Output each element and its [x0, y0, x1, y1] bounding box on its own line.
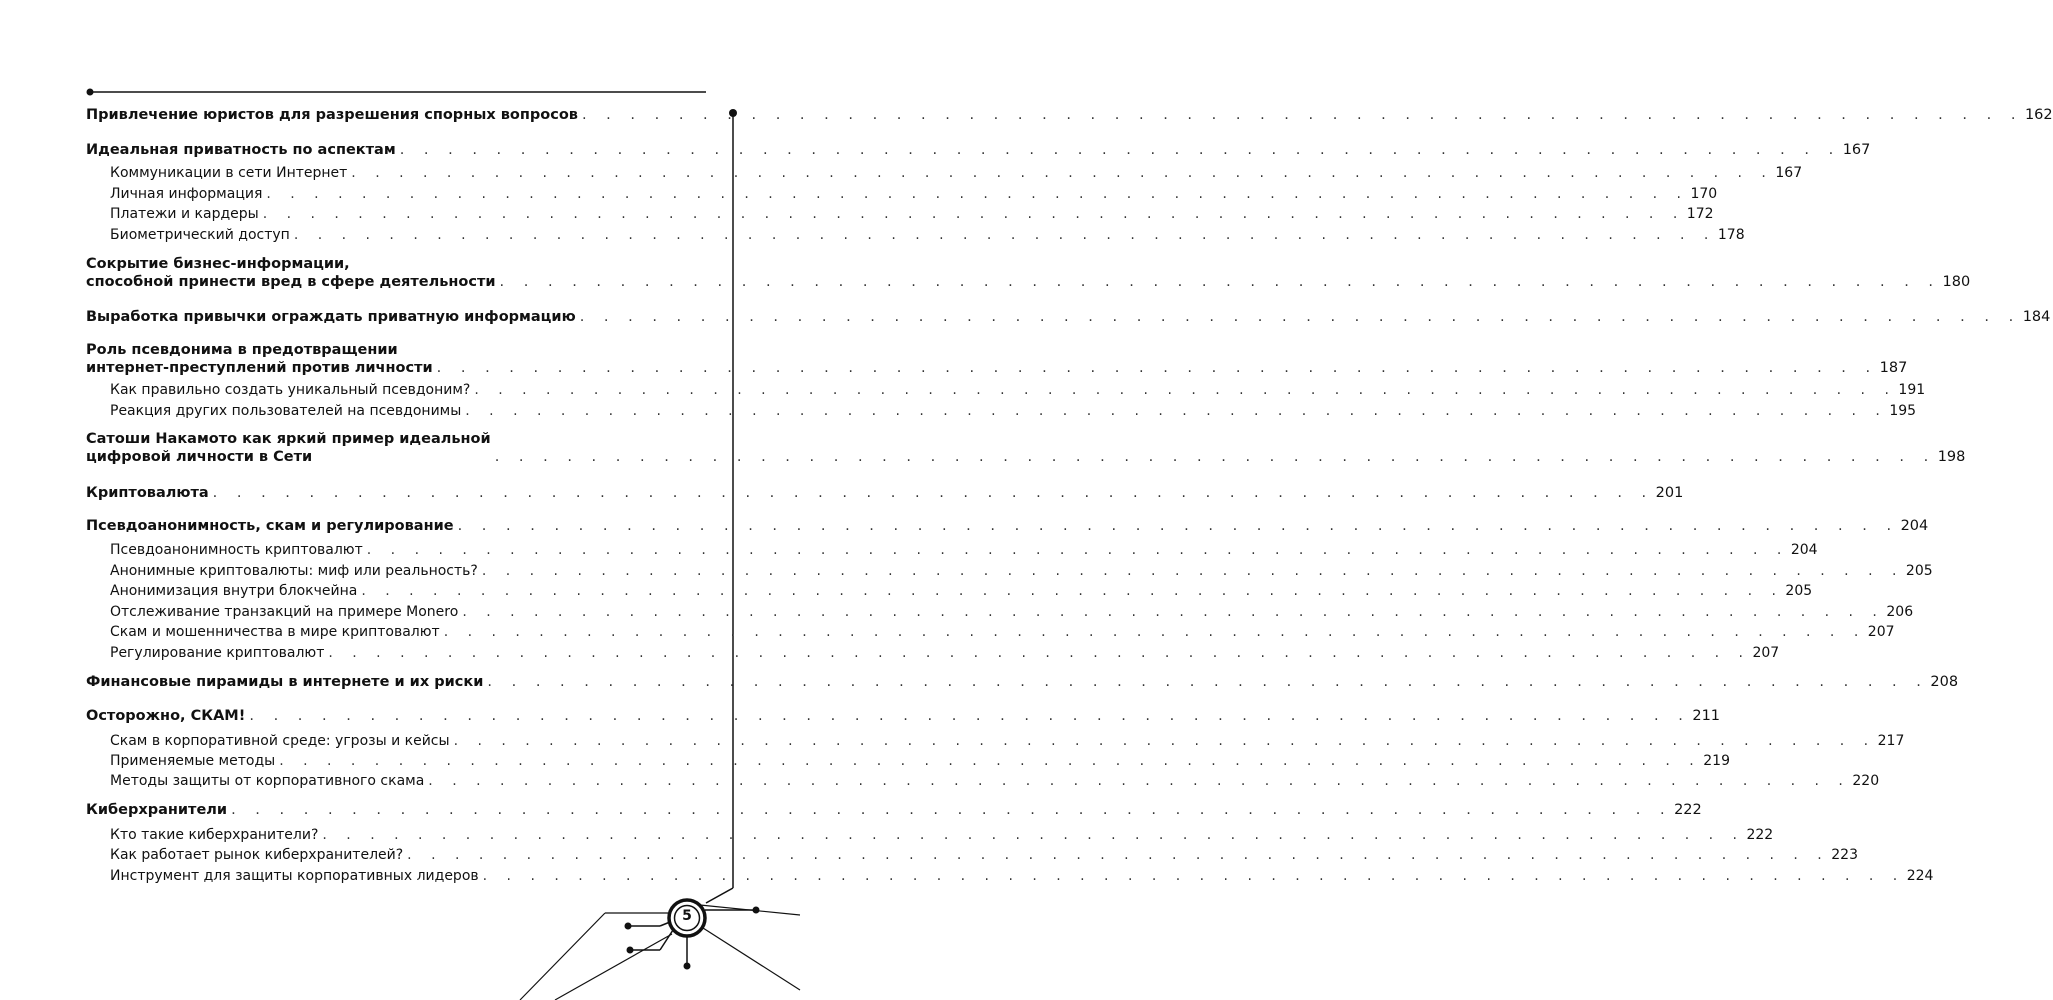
- toc-subsection: [110, 582, 1813, 600]
- dot-leader: . . . . . . . . . . . . . . . . . . . . . . . . . . . . . . . . . . . . . . . . . . . . . . . . . . . . . . . . . . . .: [266, 186, 1689, 202]
- toc-title: Методы защиты от корпоративного скама: [110, 773, 425, 789]
- toc-page-number: 170: [1690, 186, 1718, 202]
- dot-leader: . . . . . . . . . . . . . . . . . . . . . . . . . . . . . . . . . . . . . . . . . . . . . . . . . . . . . . . . . . . .: [494, 449, 1936, 465]
- dot-leader: . . . . . . . . . . . . . . . . . . . . . . . . . . . . . . . . . . . . . . . . . . . . . . . . . . . . . . . . . . . .: [249, 708, 1691, 724]
- toc-subsection: [110, 185, 1718, 203]
- toc-page-number: 198: [1937, 449, 1966, 465]
- spoke-left-dot: [625, 923, 632, 930]
- toc-subsection: [110, 402, 1917, 420]
- dot-leader: . . . . . . . . . . . . . . . . . . . . . . . . . . . . . . . . . . . . . . . . . . . . . . . . . . . . . . . . . . . .: [474, 382, 1897, 398]
- toc-chapter: [86, 484, 1684, 502]
- toc-title: Применяемые методы: [110, 753, 276, 769]
- toc-chapter: [86, 141, 1871, 159]
- toc-title: Как работает рынок киберхранителей?: [110, 847, 404, 863]
- toc-title: Привлечение юристов для разрешения спорных вопросов: [86, 107, 578, 123]
- toc-chapter: [86, 341, 1908, 377]
- toc-subsection: [110, 562, 1933, 580]
- spoke-lower-right: [703, 928, 800, 990]
- toc-title: Личная информация: [110, 186, 263, 202]
- toc-title: Скам в корпоративной среде: угрозы и кейсы: [110, 733, 450, 749]
- toc-title: Платежи и кардеры: [110, 206, 259, 222]
- dot-leader: . . . . . . . . . . . . . . . . . . . . . . . . . . . . . . . . . . . . . . . . . . . . . . . . . . . . . . . . . . . .: [457, 518, 1899, 534]
- toc-title-line1: Сокрытие бизнес-информации,: [86, 256, 350, 272]
- spoke-down-dot: [684, 963, 691, 970]
- dot-leader: . . . . . . . . . . . . . . . . . . . . . . . . . . . . . . . . . . . . . . . . . . . . . . . . . . . . . . . . . . . .: [462, 604, 1885, 620]
- toc-page-number: 207: [1752, 645, 1780, 661]
- toc-page-number: 211: [1692, 708, 1721, 724]
- toc-page-number: 207: [1867, 624, 1895, 640]
- dot-leader: . . . . . . . . . . . . . . . . . . . . . . . . . . . . . . . . . . . . . . . . . . . . . . . . . . . . . . . . . . . .: [443, 624, 1866, 640]
- toc-chapter: [86, 430, 1966, 466]
- toc-chapter: [86, 801, 1702, 819]
- toc-page-number: 217: [1877, 733, 1905, 749]
- toc-page-number: 204: [1790, 542, 1818, 558]
- toc-subsection: [110, 623, 1895, 641]
- toc-subsection: [110, 752, 1730, 770]
- toc-title: Кто такие киберхранители?: [110, 827, 319, 843]
- toc-page-number: 205: [1785, 583, 1813, 599]
- toc-title: [86, 255, 500, 291]
- toc-page-number: 222: [1674, 802, 1702, 818]
- toc-page-number: 195: [1889, 403, 1917, 419]
- toc-subsection: [110, 205, 1714, 223]
- toc-page-number: 201: [1655, 485, 1684, 501]
- toc-chapter: [86, 308, 2051, 326]
- dot-leader: . . . . . . . . . . . . . . . . . . . . . . . . . . . . . . . . . . . . . . . . . . . . . . . . . . . . . . . . . . . .: [436, 360, 1878, 376]
- dot-leader: . . . . . . . . . . . . . . . . . . . . . . . . . . . . . . . . . . . . . . . . . . . . . . . . . . . . . . . . . . . .: [322, 827, 1745, 843]
- dot-leader: . . . . . . . . . . . . . . . . . . . . . . . . . . . . . . . . . . . . . . . . . . . . . . . . . . . . . . . . . . . .: [581, 107, 2023, 123]
- toc-title-line2: цифровой личности в Сети: [86, 449, 313, 465]
- toc-subsection: [110, 867, 1934, 885]
- dot-leader: . . . . . . . . . . . . . . . . . . . . . . . . . . . . . . . . . . . . . . . . . . . . . . . . . . . . . . . . . . . .: [499, 274, 1941, 290]
- toc-subsection: [110, 226, 1745, 244]
- toc-subsection: [110, 164, 1803, 182]
- dot-leader: . . . . . . . . . . . . . . . . . . . . . . . . . . . . . . . . . . . . . . . . . . . . . . . . . . . . . . . . . . . .: [399, 142, 1841, 158]
- toc-page-number: 180: [1942, 274, 1971, 290]
- toc-subsection: [110, 826, 1774, 844]
- dot-leader: . . . . . . . . . . . . . . . . . . . . . . . . . . . . . . . . . . . . . . . . . . . . . . . . . . . . . . . . . . . .: [482, 868, 1905, 884]
- toc-page-number: 184: [2022, 309, 2051, 325]
- toc-page-number: 172: [1686, 206, 1714, 222]
- toc-page-number: 224: [1906, 868, 1934, 884]
- toc-title: Идеальная приватность по аспектам: [86, 142, 396, 158]
- toc-page-number: 167: [1775, 165, 1803, 181]
- toc-title: Как правильно создать уникальный псевдоним?: [110, 382, 471, 398]
- toc-title: Инструмент для защиты корпоративных лидеров: [110, 868, 479, 884]
- toc-title-line1: Роль псевдонима в предотвращении: [86, 342, 398, 358]
- toc-subsection: [110, 732, 1905, 750]
- toc-title: Отслеживание транзакций на примере Monero: [110, 604, 459, 620]
- spoke-lower-left-dot: [627, 947, 634, 954]
- toc-title: Осторожно, СКАМ!: [86, 708, 246, 724]
- toc-title: Выработка привычки ограждать приватную информацию: [86, 309, 576, 325]
- toc-title: Анонимизация внутри блокчейна: [110, 583, 358, 599]
- toc-title: Псевдоанонимность, скам и регулирование: [86, 518, 454, 534]
- dot-leader: . . . . . . . . . . . . . . . . . . . . . . . . . . . . . . . . . . . . . . . . . . . . . . . . . . . . . . . . . . . .: [361, 583, 1784, 599]
- toc-chapter: [86, 517, 1929, 535]
- diagonal-mid: [555, 934, 672, 1000]
- toc-page-number: 191: [1898, 382, 1926, 398]
- dot-leader: . . . . . . . . . . . . . . . . . . . . . . . . . . . . . . . . . . . . . . . . . . . . . . . . . . . . . . . . . . . .: [262, 206, 1685, 222]
- toc-title-line1: Сатоши Накамото как яркий пример идеальной: [86, 431, 491, 447]
- toc-page-number: 208: [1930, 674, 1959, 690]
- page-number: 5: [682, 908, 692, 924]
- toc-page-number: 178: [1717, 227, 1745, 243]
- toc-page-number: 222: [1746, 827, 1774, 843]
- toc-title-line2: способной принести вред в сфере деятельности: [86, 274, 496, 290]
- toc-page-number: 162: [2024, 107, 2053, 123]
- toc-page-number: 187: [1879, 360, 1908, 376]
- toc-subsection: [110, 541, 1818, 559]
- toc-chapter: [86, 707, 1721, 725]
- dot-leader: . . . . . . . . . . . . . . . . . . . . . . . . . . . . . . . . . . . . . . . . . . . . . . . . . . . . . . . . . . . .: [351, 165, 1774, 181]
- dot-leader: . . . . . . . . . . . . . . . . . . . . . . . . . . . . . . . . . . . . . . . . . . . . . . . . . . . . . . . . . . . .: [579, 309, 2021, 325]
- dot-leader: . . . . . . . . . . . . . . . . . . . . . . . . . . . . . . . . . . . . . . . . . . . . . . . . . . . . . . . . . . . .: [407, 847, 1830, 863]
- dot-leader: . . . . . . . . . . . . . . . . . . . . . . . . . . . . . . . . . . . . . . . . . . . . . . . . . . . . . . . . . . . .: [481, 563, 1904, 579]
- toc-title: Финансовые пирамиды в интернете и их риски: [86, 674, 484, 690]
- dot-leader: . . . . . . . . . . . . . . . . . . . . . . . . . . . . . . . . . . . . . . . . . . . . . . . . . . . . . . . . . . . .: [453, 733, 1876, 749]
- dot-leader: . . . . . . . . . . . . . . . . . . . . . . . . . . . . . . . . . . . . . . . . . . . . . . . . . . . . . . . . . . . .: [293, 227, 1716, 243]
- toc-title: Криптовалюта: [86, 485, 209, 501]
- toc-title-line2: интернет-преступлений против личности: [86, 360, 433, 376]
- diagonal-left: [520, 913, 605, 1000]
- toc-title: Регулирование криптовалют: [110, 645, 325, 661]
- top-rule-dot: [87, 89, 94, 96]
- toc-page-number: 167: [1842, 142, 1871, 158]
- toc-subsection: [110, 644, 1780, 662]
- toc-title: Скам и мошенничества в мире криптовалют: [110, 624, 440, 640]
- toc-page-number: 219: [1703, 753, 1730, 769]
- dot-leader: . . . . . . . . . . . . . . . . . . . . . . . . . . . . . . . . . . . . . . . . . . . . . . . . . . . . . . . . . . . .: [231, 802, 1673, 818]
- toc-title: Псевдоанонимность криптовалют: [110, 542, 363, 558]
- dot-leader: . . . . . . . . . . . . . . . . . . . . . . . . . . . . . . . . . . . . . . . . . . . . . . . . . . . . . . . . . . . .: [366, 542, 1789, 558]
- toc-chapter: [86, 255, 1971, 291]
- toc-title: [86, 430, 495, 466]
- toc-title: Киберхранители: [86, 802, 228, 818]
- toc-title: [86, 341, 437, 377]
- toc-subsection: [110, 381, 1926, 399]
- toc-page-number: 223: [1831, 847, 1858, 863]
- toc-page-number: 205: [1905, 563, 1933, 579]
- right-connector-bend: [706, 888, 733, 903]
- toc-title: Реакция других пользователей на псевдонимы: [110, 403, 462, 419]
- toc-chapter: [86, 106, 2053, 124]
- toc-page-number: 206: [1886, 604, 1914, 620]
- dot-leader: . . . . . . . . . . . . . . . . . . . . . . . . . . . . . . . . . . . . . . . . . . . . . . . . . . . . . . . . . . . .: [279, 753, 1702, 769]
- toc-subsection: [110, 846, 1858, 864]
- toc-chapter: [86, 673, 1959, 691]
- toc-page-number: 220: [1852, 773, 1880, 789]
- dot-leader: . . . . . . . . . . . . . . . . . . . . . . . . . . . . . . . . . . . . . . . . . . . . . . . . . . . . . . . . . . . .: [465, 403, 1888, 419]
- toc-title: Анонимные криптовалюты: миф или реальность?: [110, 563, 478, 579]
- toc-subsection: [110, 772, 1880, 790]
- toc-title: Биометрический доступ: [110, 227, 290, 243]
- dot-leader: . . . . . . . . . . . . . . . . . . . . . . . . . . . . . . . . . . . . . . . . . . . . . . . . . . . . . . . . . . . .: [487, 674, 1929, 690]
- toc-title: Коммуникации в сети Интернет: [110, 165, 348, 181]
- toc-subsection: [110, 603, 1914, 621]
- dot-leader: . . . . . . . . . . . . . . . . . . . . . . . . . . . . . . . . . . . . . . . . . . . . . . . . . . . . . . . . . . . .: [328, 645, 1751, 661]
- dot-leader: . . . . . . . . . . . . . . . . . . . . . . . . . . . . . . . . . . . . . . . . . . . . . . . . . . . . . . . . . . . .: [212, 485, 1654, 501]
- dot-leader: . . . . . . . . . . . . . . . . . . . . . . . . . . . . . . . . . . . . . . . . . . . . . . . . . . . . . . . . . . . .: [428, 773, 1851, 789]
- toc-page-number: 204: [1900, 518, 1929, 534]
